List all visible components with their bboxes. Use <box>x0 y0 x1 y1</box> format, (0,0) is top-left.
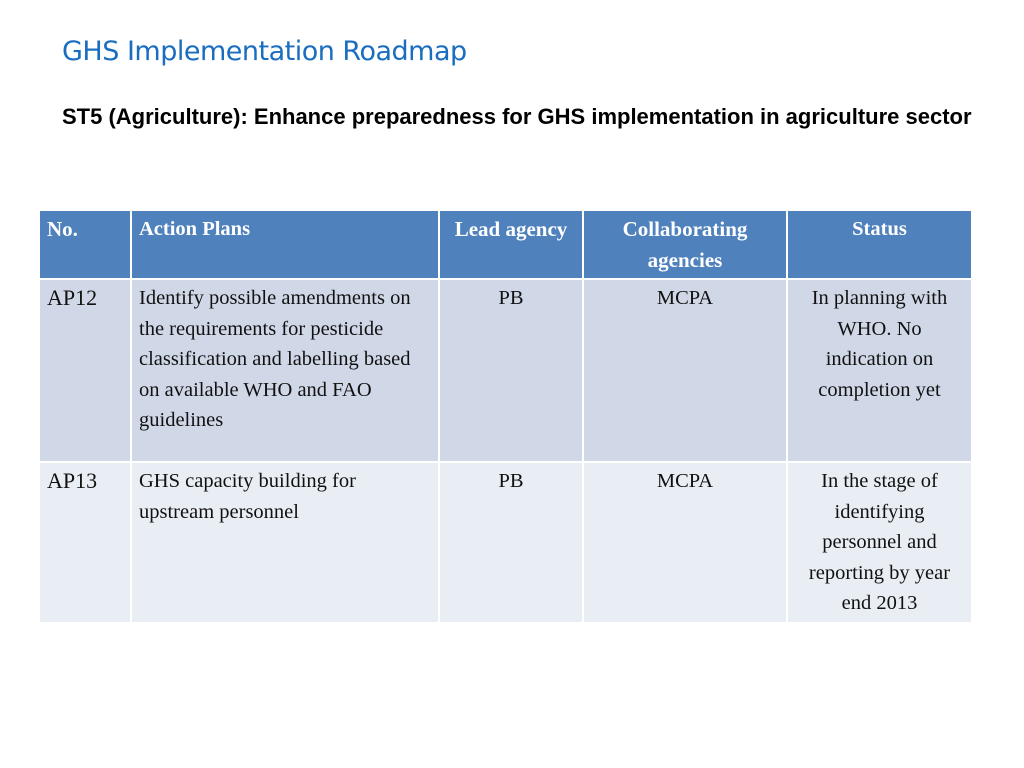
cell-no: AP12 <box>39 279 131 462</box>
cell-action-plan: Identify possible amendments on the requirements for pesticide classification and labelling based on available WHO and FAO guidelines <box>131 279 439 462</box>
cell-status: In planning with WHO. No indication on completion yet <box>787 279 972 462</box>
roadmap-table <box>38 209 973 624</box>
table-header-row <box>39 210 972 279</box>
cell-collaborating-agencies: MCPA <box>583 462 787 623</box>
cell-action-plan: GHS capacity building for upstream personnel <box>131 462 439 623</box>
slide-title: GHS Implementation Roadmap <box>62 36 467 67</box>
header-action-plans: Action Plans <box>131 210 439 279</box>
table-row <box>39 462 972 623</box>
cell-status: In the stage of identifying personnel and reporting by year end 2013 <box>787 462 972 623</box>
cell-lead-agency: PB <box>439 462 583 623</box>
header-collaborating-agencies: Collaborating agencies <box>583 210 787 279</box>
header-no: No. <box>39 210 131 279</box>
header-status: Status <box>787 210 972 279</box>
header-lead-agency: Lead agency <box>439 210 583 279</box>
cell-collaborating-agencies: MCPA <box>583 279 787 462</box>
table-row <box>39 279 972 462</box>
cell-lead-agency: PB <box>439 279 583 462</box>
cell-no: AP13 <box>39 462 131 623</box>
slide-subtitle: ST5 (Agriculture): Enhance preparedness for GHS implementation in agriculture sector <box>62 104 972 129</box>
